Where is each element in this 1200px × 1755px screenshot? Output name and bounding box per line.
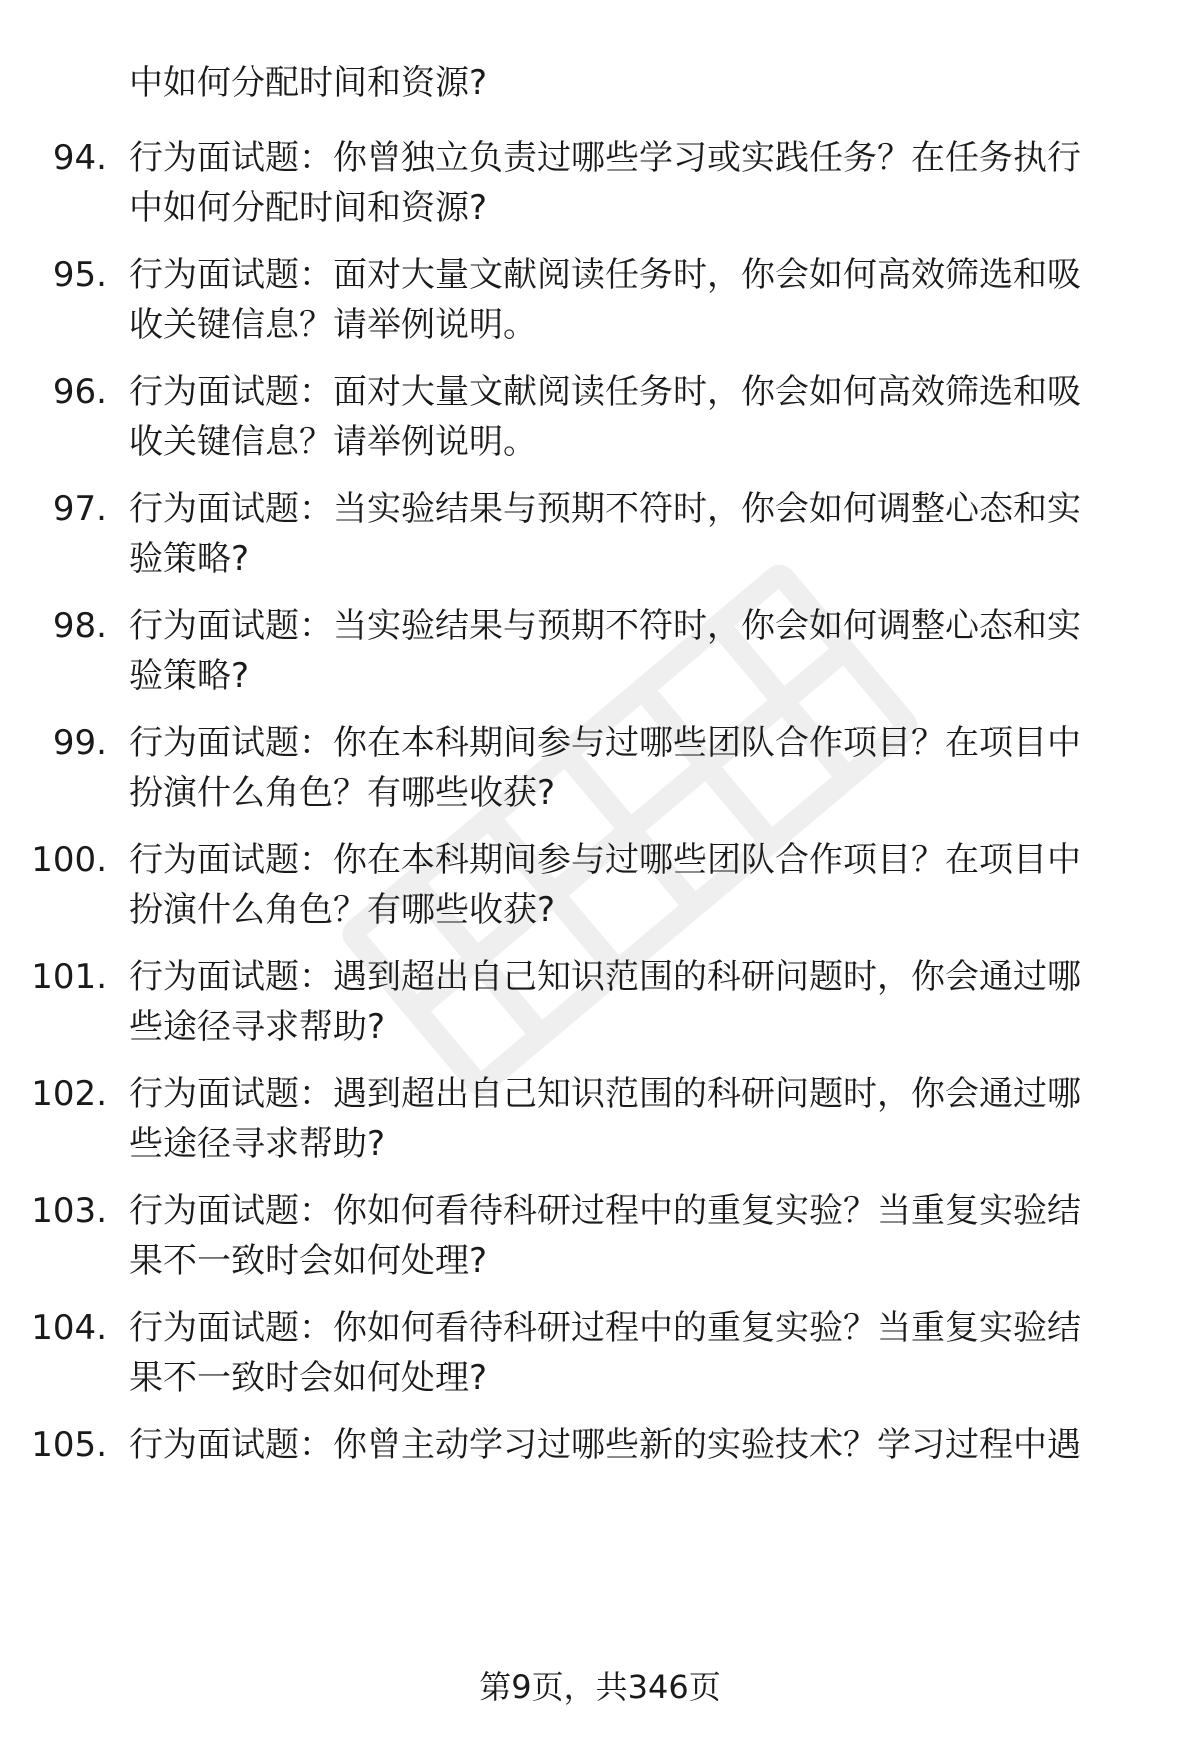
question-number: 104. bbox=[31, 1308, 107, 1348]
question-number: 100. bbox=[31, 840, 107, 880]
question-number: 103. bbox=[31, 1191, 107, 1231]
question-text-line1: 行为面试题：面对大量文献阅读任务时，你会如何高效筛选和吸 bbox=[129, 372, 1081, 412]
question-text-line2: 验策略? bbox=[129, 539, 250, 579]
question-text-line2: 些途径寻求帮助? bbox=[129, 1124, 386, 1164]
question-number: 101. bbox=[31, 957, 107, 997]
question-text-line1: 行为面试题：遇到超出自己知识范围的科研问题时，你会通过哪 bbox=[129, 1074, 1081, 1114]
question-text-line2: 收关键信息？请举例说明。 bbox=[129, 422, 537, 462]
question-text-line2: 果不一致时会如何处理? bbox=[129, 1358, 488, 1398]
question-text-line1: 行为面试题：你曾主动学习过哪些新的实验技术？学习过程中遇 bbox=[129, 1425, 1081, 1465]
question-text-line1: 行为面试题：你如何看待科研过程中的重复实验？当重复实验结 bbox=[129, 1191, 1081, 1231]
question-text-line2: 扮演什么角色？有哪些收获? bbox=[129, 890, 556, 930]
question-text-line2: 中如何分配时间和资源? bbox=[129, 188, 488, 228]
question-number: 102. bbox=[31, 1074, 107, 1114]
question-text-line1: 行为面试题：当实验结果与预期不符时，你会如何调整心态和实 bbox=[129, 606, 1081, 646]
question-text-line1: 行为面试题：你在本科期间参与过哪些团队合作项目？在项目中 bbox=[129, 723, 1081, 763]
continuation-text: 中如何分配时间和资源? bbox=[129, 63, 488, 103]
question-number: 105. bbox=[31, 1425, 107, 1465]
page-footer: 第9页，共346页 bbox=[479, 1668, 721, 1706]
question-number: 95. bbox=[52, 255, 107, 295]
question-text-line1: 行为面试题：你如何看待科研过程中的重复实验？当重复实验结 bbox=[129, 1308, 1081, 1348]
question-text-line2: 扮演什么角色？有哪些收获? bbox=[129, 773, 556, 813]
question-text-line1: 行为面试题：面对大量文献阅读任务时，你会如何高效筛选和吸 bbox=[129, 255, 1081, 295]
question-number: 97. bbox=[52, 489, 107, 529]
question-text-line2: 收关键信息？请举例说明。 bbox=[129, 305, 537, 345]
question-text-line1: 行为面试题：当实验结果与预期不符时，你会如何调整心态和实 bbox=[129, 489, 1081, 529]
question-text-line2: 验策略? bbox=[129, 656, 250, 696]
question-text-line1: 行为面试题：你曾独立负责过哪些学习或实践任务？在任务执行 bbox=[129, 138, 1081, 178]
question-text-line2: 果不一致时会如何处理? bbox=[129, 1241, 488, 1281]
question-text-line2: 些途径寻求帮助? bbox=[129, 1007, 386, 1047]
question-number: 98. bbox=[52, 606, 107, 646]
question-text-line1: 行为面试题：你在本科期间参与过哪些团队合作项目？在项目中 bbox=[129, 840, 1081, 880]
question-number: 94. bbox=[52, 138, 107, 178]
question-number: 99. bbox=[52, 723, 107, 763]
question-number: 96. bbox=[52, 372, 107, 412]
question-text-line1: 行为面试题：遇到超出自己知识范围的科研问题时，你会通过哪 bbox=[129, 957, 1081, 997]
